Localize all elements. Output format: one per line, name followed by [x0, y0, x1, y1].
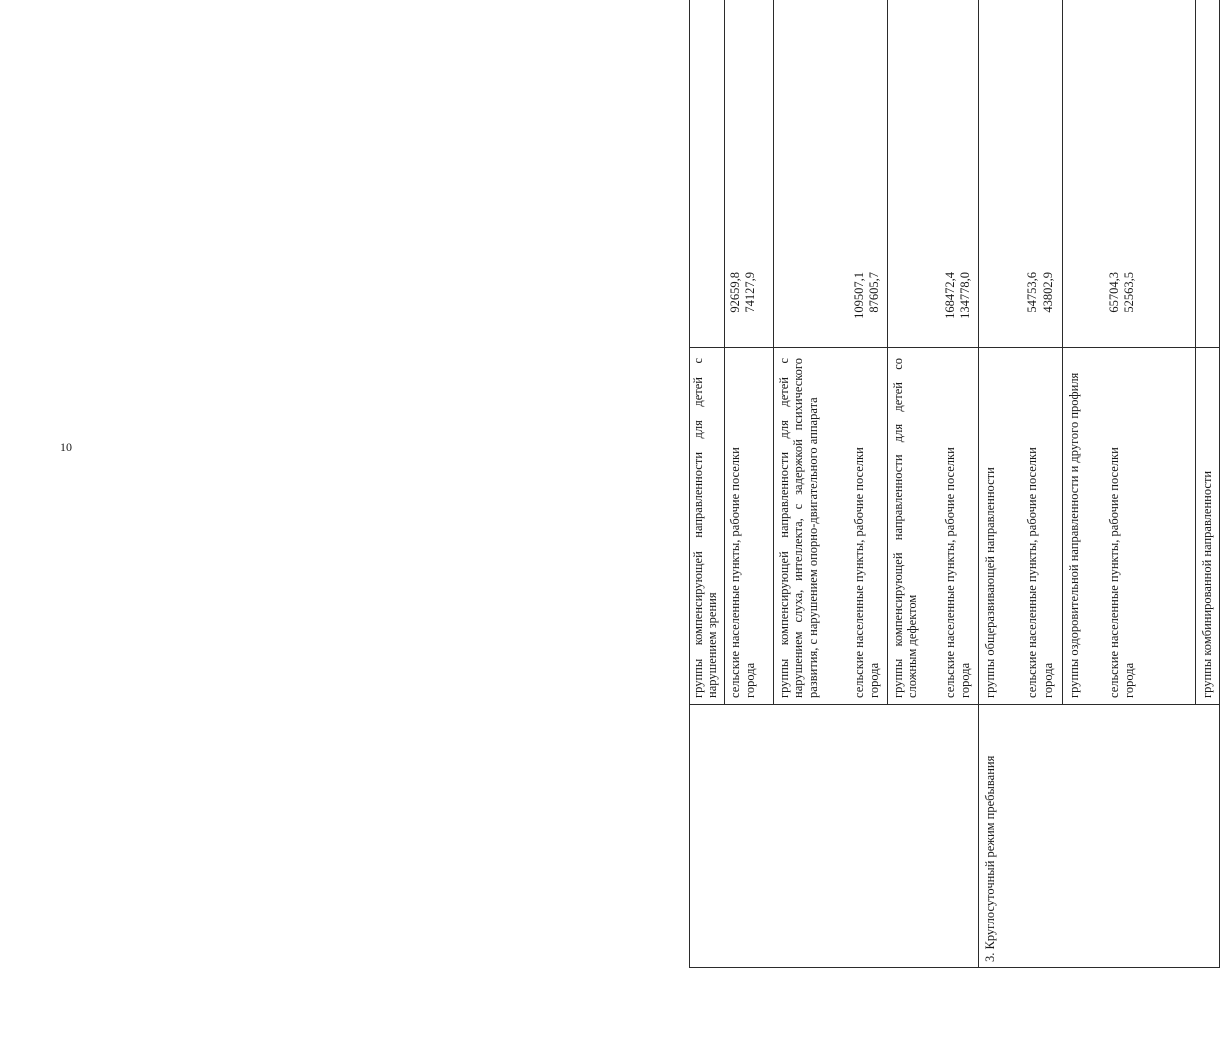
- table-cell-locality: города: [743, 662, 757, 698]
- table-cell-value: 168472,4: [943, 272, 957, 319]
- table-cell-mode: 3. Круглосуточный режим пребывания: [983, 755, 997, 962]
- row-divider: [724, 0, 725, 705]
- table-cell-value: 134778,0: [958, 272, 972, 319]
- table-cell-value: 65704,3: [1107, 272, 1121, 313]
- table-cell-value: 54753,6: [1025, 272, 1039, 313]
- table-cell-locality: сельские населенные пункты, рабочие поселки: [1025, 447, 1039, 698]
- row-divider: [1195, 0, 1196, 705]
- row-divider: [978, 0, 979, 968]
- table-cell-locality: города: [1122, 662, 1136, 698]
- table-cell-category: группы компенсирующей направленности для детей с нарушением зрения: [691, 358, 720, 698]
- row-divider: [887, 0, 888, 705]
- table-cell-locality: города: [867, 662, 881, 698]
- row-divider: [773, 0, 774, 705]
- table-cell-locality: сельские населенные пункты, рабочие поселки: [943, 447, 957, 698]
- row-divider: [1062, 0, 1063, 705]
- table-cell-locality: сельские населенные пункты, рабочие поселки: [728, 447, 742, 698]
- table-cell-category: группы компенсирующей направленности для детей со сложным дефектом: [891, 358, 920, 698]
- table-cell-value: 92659,8: [728, 272, 742, 313]
- column-divider: [689, 347, 1220, 348]
- table-cell-category: группы компенсирующей направленности для детей с нарушением слуха, интеллекта, с задержкой психического развития, с нарушением опорно-двигательного аппарата: [777, 358, 820, 698]
- table-cell-category: группы общеразвивающей направленности: [983, 467, 997, 698]
- table-cell-locality: сельские населенные пункты, рабочие поселки: [1107, 447, 1121, 698]
- table-cell-value: 43802,9: [1041, 272, 1055, 313]
- page-number: 10: [60, 440, 72, 454]
- table-border-left: [689, 967, 1220, 968]
- table-cell-category: группы оздоровительной направленности и другого профиля: [1067, 372, 1081, 698]
- table-cell-locality: города: [1041, 662, 1055, 698]
- table-border-top: [689, 0, 690, 968]
- table-cell-locality: сельские населенные пункты, рабочие поселки: [852, 447, 866, 698]
- table-cell-locality: города: [958, 662, 972, 698]
- table-cell-value: 87605,7: [867, 272, 881, 313]
- rate-table: [689, 0, 1220, 968]
- table-cell-value: 109507,1: [852, 272, 866, 319]
- column-divider: [689, 704, 1220, 705]
- table-cell-value: 74127,9: [743, 272, 757, 313]
- table-cell-value: 52563,5: [1122, 272, 1136, 313]
- table-cell-category: группы комбинированной направленности: [1200, 470, 1214, 698]
